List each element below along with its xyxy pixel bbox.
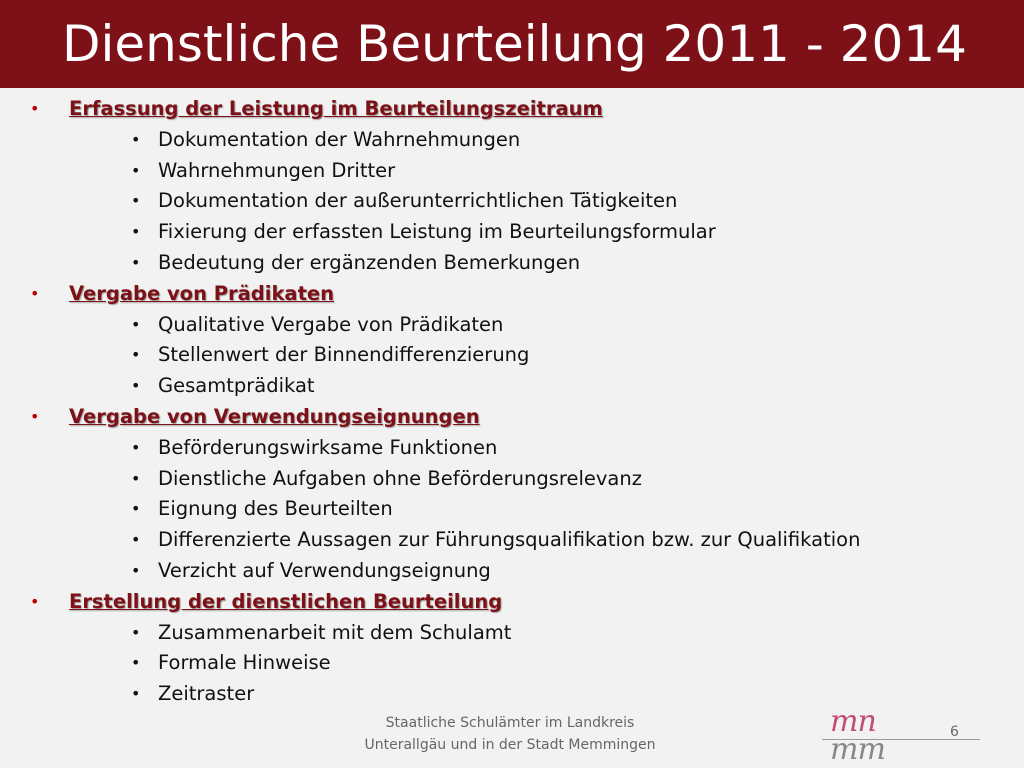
- slide-title: Dienstliche Beurteilung 2011 - 2014: [62, 15, 967, 73]
- list-item: [0, 310, 1024, 341]
- list-item-text: Fixierung der erfassten Leistung im Beurteilungsformular: [158, 220, 716, 244]
- footer-line-2: Unterallgäu und in der Stadt Memmingen: [364, 737, 656, 753]
- item-bullet: •: [131, 129, 141, 149]
- item-bullet: •: [131, 530, 141, 550]
- item-bullet: •: [131, 345, 141, 365]
- page-number: 6: [950, 724, 959, 740]
- list-item: [0, 618, 1024, 649]
- list-item-text: Formale Hinweise: [158, 651, 331, 675]
- section-heading-row: [0, 587, 1024, 618]
- section-heading-row: [0, 94, 1024, 125]
- list-item-text: Differenzierte Aussagen zur Führungsqualifikation bzw. zur Qualifikation: [158, 528, 861, 552]
- list-item-text: Dokumentation der außerunterrichtlichen Tätigkeiten: [158, 189, 678, 213]
- slide-content: [0, 94, 1024, 710]
- item-bullet: •: [131, 314, 141, 334]
- list-item: [0, 217, 1024, 248]
- list-item: [0, 525, 1024, 556]
- logo-bottom-text: mm: [830, 732, 885, 767]
- item-bullet: •: [131, 499, 141, 519]
- item-bullet: •: [131, 560, 141, 580]
- section-bullet: •: [30, 283, 40, 303]
- list-item-text: Dokumentation der Wahrnehmungen: [158, 127, 521, 151]
- list-item-text: Stellenwert der Binnendifferenzierung: [158, 343, 530, 367]
- item-bullet: •: [131, 160, 141, 180]
- list-item: [0, 186, 1024, 217]
- list-item-text: Beförderungswirksame Funktionen: [158, 435, 498, 459]
- item-bullet: •: [131, 222, 141, 242]
- item-bullet: •: [131, 468, 141, 488]
- footer-line-1: Staatliche Schulämter im Landkreis: [385, 715, 635, 731]
- list-item: [0, 648, 1024, 679]
- list-item-text: Zusammenarbeit mit dem Schulamt: [158, 620, 512, 644]
- item-bullet: •: [131, 437, 141, 457]
- section-bullet: •: [30, 99, 40, 118]
- list-item: [0, 371, 1024, 402]
- list-item-text: Qualitative Vergabe von Prädikaten: [158, 312, 504, 336]
- list-item: [0, 340, 1024, 371]
- list-item: [0, 494, 1024, 525]
- section-heading-row: [0, 279, 1024, 310]
- section-heading: Vergabe von Prädikaten: [69, 281, 335, 305]
- item-bullet: •: [131, 191, 141, 211]
- list-item: [0, 248, 1024, 279]
- list-item-text: Zeitraster: [158, 682, 255, 706]
- list-item-text: Dienstliche Aufgaben ohne Beförderungsrelevanz: [158, 466, 642, 490]
- list-item: [0, 156, 1024, 187]
- section-heading: Erfassung der Leistung im Beurteilungszeitraum: [69, 97, 603, 120]
- item-bullet: •: [131, 653, 141, 673]
- list-item-text: Eignung des Beurteilten: [158, 497, 393, 521]
- section-bullet: •: [30, 591, 40, 611]
- list-item-text: Gesamtprädikat: [158, 374, 315, 398]
- section-heading: Vergabe von Verwendungseignungen: [69, 404, 480, 428]
- list-item: [0, 556, 1024, 587]
- section-heading: Erstellung der dienstlichen Beurteilung: [69, 589, 503, 613]
- logo-top-text: mn: [830, 704, 876, 739]
- footer-text: [340, 712, 680, 756]
- list-item-text: Verzicht auf Verwendungseignung: [158, 558, 491, 582]
- item-bullet: •: [131, 376, 141, 396]
- list-item: [0, 125, 1024, 156]
- item-bullet: •: [131, 684, 141, 704]
- list-item-text: Bedeutung der ergänzenden Bemerkungen: [158, 250, 581, 274]
- list-item-text: Wahrnehmungen Dritter: [158, 158, 396, 182]
- section-heading-row: [0, 402, 1024, 433]
- item-bullet: •: [131, 622, 141, 642]
- section-bullet: •: [30, 406, 40, 426]
- item-bullet: •: [131, 252, 141, 272]
- list-item: [0, 433, 1024, 464]
- list-item: [0, 464, 1024, 495]
- title-bar: [0, 0, 1024, 88]
